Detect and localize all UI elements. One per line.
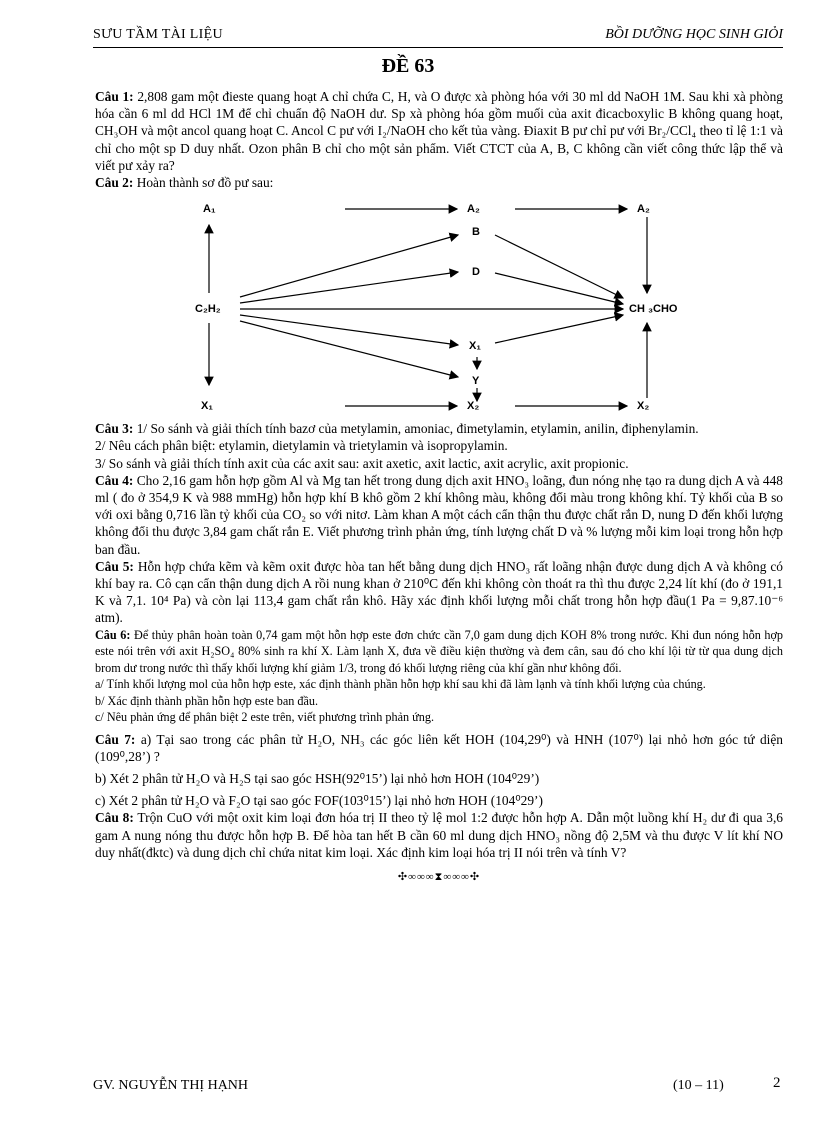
- reaction-diagram: [195, 193, 695, 418]
- question-4: [95, 472, 783, 558]
- node-y: Y: [472, 375, 480, 388]
- node-a1: A₁: [203, 203, 216, 216]
- question-3-part-2: 2/ Nêu cách phân biệt: etylamin, dietylamin và trietylamin và isopropylamin.: [95, 438, 508, 454]
- footer-grade: (10 – 11): [673, 1078, 724, 1093]
- question-7-part-b: b) Xét 2 phân tử H₂O và H₂S tại sao góc HSH(92⁰15’) lại nhỏ hơn HOH (104⁰29’): [95, 771, 540, 787]
- question-6: [95, 627, 783, 677]
- question-6-part-c: c/ Nêu phản ứng để phân biệt 2 este trên, viết phương trình phản ứng.: [95, 710, 434, 725]
- question-3-part-3: 3/ So sánh và giải thích tính axit của các axit sau: axit axetic, axit lactic, axit acrylic, axit propionic.: [95, 455, 629, 471]
- question-label: Câu 7:: [95, 731, 136, 747]
- reaction-arrows: [195, 193, 695, 418]
- question-label: Câu 8:: [95, 810, 134, 826]
- page-number: 2: [773, 1075, 781, 1091]
- node-b: B: [472, 226, 480, 239]
- question-label: Câu 3:: [95, 421, 134, 437]
- node-x2-right: X₂: [637, 400, 650, 413]
- ornament-divider: ✣∞∞∞⧗∞∞∞✣: [397, 871, 481, 884]
- question-2: [95, 174, 783, 191]
- page-header: [93, 27, 783, 48]
- header-left: SƯU TẦM TÀI LIỆU: [93, 27, 223, 42]
- question-label: Câu 6:: [95, 627, 131, 642]
- document-body: [95, 88, 783, 886]
- page-title: ĐỀ 63: [381, 55, 435, 77]
- footer-author: GV. NGUYỄN THỊ HẠNH: [93, 1078, 249, 1093]
- question-text: 2,808 gam một đieste quang hoạt A chỉ chứa C, H, và O được xà phòng hóa với 30 ml dd NaOH 1M. Sau khi xà phòng hóa cần 6 ml dd HCl 1M để chỉ chuẩn độ NaOH dư. Sp xà phòng hóa gồm muối của axit đicacboxylic B không quang hoạt, CH₃OH và một ancol quang hoạt C. Ancol C pư với I₂/NaOH cho kết tủa vàng. Điaxit B pư chỉ pư với Br₂/CCl₄ theo tỉ lệ 1:1 và chỉ cho một sp D duy nhất. Ozon phân B chỉ cho một sản phẩm. Viết CTCT của A, B, C không cần viết công thức lập thể và viết pư xảy ra?: [95, 89, 783, 173]
- node-d: D: [472, 266, 480, 279]
- node-ch3cho: CH ₃CHO: [629, 303, 678, 316]
- question-label: Câu 4:: [95, 472, 134, 488]
- question-7: [95, 731, 783, 765]
- node-a2-right: A₂: [637, 203, 650, 216]
- question-1: [95, 88, 783, 174]
- question-5: [95, 558, 783, 627]
- question-7-part-c: c) Xét 2 phân tử H₂O và F₂O tại sao góc FOF(103⁰15’) lại nhỏ hơn HOH (104⁰29’): [95, 793, 543, 809]
- node-a2: A₂: [467, 203, 480, 216]
- question-label: Câu 5:: [95, 558, 134, 574]
- question-text: a) Tại sao trong các phân tử H₂O, NH₃ các góc liên kết HOH (104,29⁰) và HNH (107⁰) lại nhỏ hơn góc tứ diện (109⁰,28’) ?: [95, 731, 783, 764]
- node-c2h2: C₂H₂: [195, 303, 221, 316]
- header-right: BỒI DƯỠNG HỌC SINH GIỎI: [605, 27, 783, 42]
- question-text: 1/ So sánh và giải thích tính bazơ của metylamin, amoniac, đimetylamin, etylamin, anilin, điphenylamin.: [136, 421, 699, 437]
- question-text: Trộn CuO với một oxit kim loại đơn hóa trị II theo tỷ lệ mol 1:2 được hỗn hợp A. Dẫn một luồng khí H₂ dư đi qua 3,6 gam A nung nóng thu được hỗn hợp B. Để hòa tan hết B cần 60 ml dung dịch HNO₃ nồng độ 2,5M và thu được V lít khí NO duy nhất(đktc) và dung dịch chỉ chứa nitat kim loại. Xác định kim loại hóa trị II nói trên và tính V?: [95, 810, 783, 860]
- node-x1-bottom: X₁: [201, 400, 213, 413]
- node-x1: X₁: [469, 340, 481, 353]
- arrow: [495, 315, 623, 343]
- question-text: Hỗn hợp chứa kẽm và kẽm oxit được hòa tan hết bằng dung dịch HNO₃ rất loãng nhận được dung dịch A và không có khí bay ra. Cô cạn cẩn thận dung dịch A rồi nung khan ở 210⁰C đến khi không còn thoát ra thì thu được 2,24 lít khí (đo ở 191,1 K và 7,1. 10⁴ Pa) và còn lại 113,4 gam chất rắn khô. Hãy xác định khối lượng mỗi chất trong hỗn hợp đầu(1 Pa = 9,87.10⁻⁶ atm).: [95, 558, 783, 626]
- question-label: Câu 2:: [95, 175, 134, 191]
- question-6-part-a: a/ Tính khối lượng mol của hỗn hợp este, xác định thành phần hỗn hợp khí sau khi đã làm lạnh và tính khối lượng của chúng.: [95, 677, 706, 692]
- question-text: Để thủy phân hoàn toàn 0,74 gam một hỗn hợp este đơn chức cần 7,0 gam dung dịch KOH 8% trong nước. Khi đun nóng hỗn hợp este nói trên với axit H₂SO₄ 80% sinh ra khí X. Làm lạnh X, đưa về điều kiện thường và đem cân, sau đó cho khí lội từ từ qua dung dịch brom dư trong nước thì thấy khối lượng khí giảm 1/3, trong đó khối lượng riêng của khí gần như không đổi.: [95, 627, 784, 675]
- question-text: Hoàn thành sơ đồ pư sau:: [136, 175, 274, 191]
- question-8: [95, 809, 783, 861]
- question-3: [95, 420, 783, 437]
- question-6-part-b: b/ Xác định thành phần hỗn hợp este ban đầu.: [95, 693, 319, 708]
- node-x2-bottom: X₂: [467, 400, 480, 413]
- question-text: Cho 2,16 gam hỗn hợp gồm Al và Mg tan hết trong dung dịch axit HNO₃ loãng, đun nóng nhẹ tạo ra dung dịch A và 448 ml ( đo ở 354,9 K và 988 mmHg) hỗn hợp khí B khô gồm 2 khí không màu, không đổi màu trong không khí. Tỷ khối của B so với oxi bằng 0,716 lần tỷ khối của CO₂ so với nitơ. Làm khan A một cách cẩn thận thu được chất rắn D, nung D đến khối lượng không đổi thu được 3,84 gam chất rắn E. Viết phương trình phản ứng, tính lượng chất D và % lượng mỗi kim loại trong hỗn hợp ban đầu.: [95, 472, 783, 557]
- question-label: Câu 1:: [95, 89, 134, 104]
